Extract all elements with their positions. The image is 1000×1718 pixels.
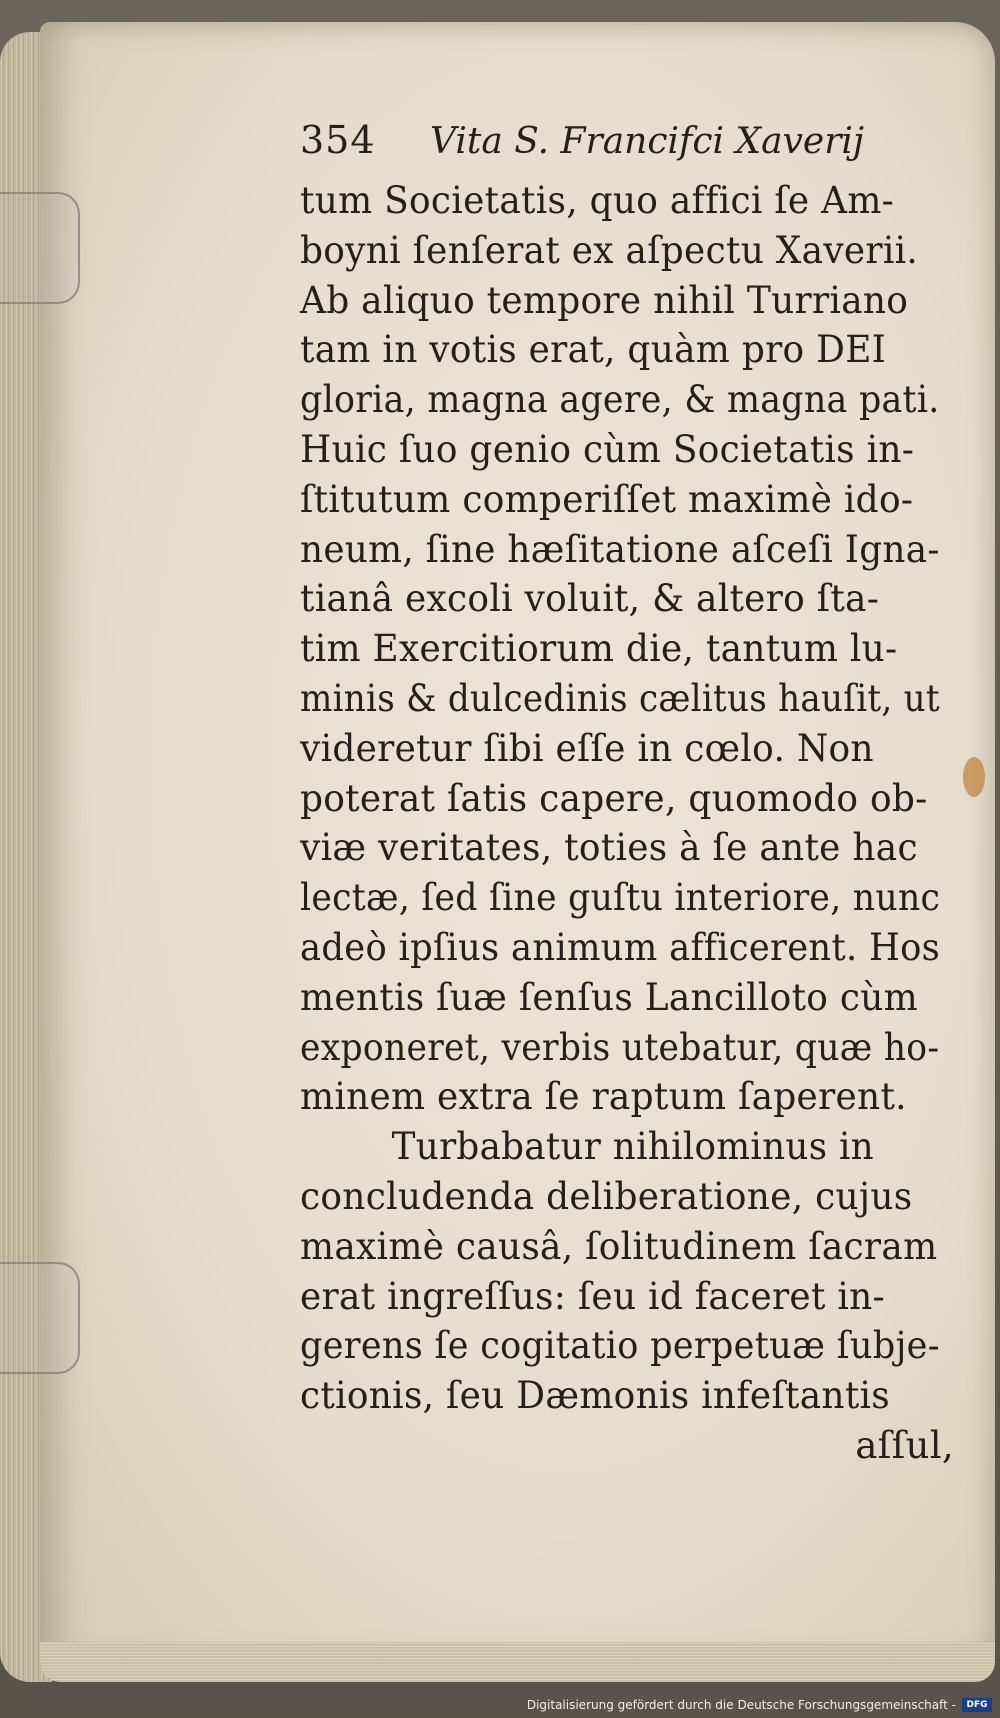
text-line: ſtitutum comperiſſet maximè ido- bbox=[300, 477, 914, 521]
text-line: tianâ excoli voluit, & altero ſta- bbox=[300, 577, 880, 621]
body-text bbox=[300, 176, 960, 1421]
text-line: tam in votis erat, quàm pro DEI bbox=[300, 328, 887, 372]
text-line: gerens ſe cogitatio perpetuæ ſubje- bbox=[300, 1324, 940, 1368]
text-line: erat ingreſſus: ſeu id faceret in- bbox=[300, 1274, 885, 1318]
page-clip-bottom bbox=[0, 1262, 80, 1374]
text-line: minis & dulcedinis cælitus hauſit, ut bbox=[300, 676, 940, 720]
stain bbox=[963, 757, 985, 797]
text-line: viæ veritates, toties à ſe ante hac bbox=[300, 826, 918, 870]
text-line: tum Societatis, quo affici ſe Am- bbox=[300, 179, 895, 222]
catchword: aſſul, bbox=[855, 1423, 954, 1467]
dfg-logo: DFG bbox=[962, 1698, 992, 1712]
text-line: ctionis, ſeu Dæmonis infeſtantis bbox=[300, 1374, 891, 1418]
text-line: neum, ſine hæſitatione aſceſi Igna- bbox=[300, 527, 940, 571]
text-line: poterat ſatis capere, quomodo ob- bbox=[300, 776, 928, 820]
text-line: Huic ſuo genio cùm Societatis in- bbox=[300, 427, 915, 471]
page-number: 354 bbox=[300, 118, 376, 162]
footer-text: Digitalisierung gefördert durch die Deutsche Forschungsgemeinschaft - bbox=[526, 1698, 956, 1712]
page-clip-top bbox=[0, 192, 80, 304]
text-block bbox=[300, 118, 960, 1471]
text-line: Turbabatur nihilominus in bbox=[391, 1125, 874, 1169]
running-title: Vita S. Francifci Xaverij bbox=[430, 121, 865, 162]
digitization-footer bbox=[527, 1696, 992, 1714]
text-line: exponeret, verbis utebatur, quæ ho- bbox=[300, 1025, 940, 1069]
text-line: maximè causâ, ſolitudinem ſacram bbox=[300, 1224, 938, 1268]
text-line: concludenda deliberatione, cujus bbox=[300, 1174, 913, 1218]
text-line: gloria, magna agere, & magna pati. bbox=[300, 378, 940, 422]
text-line: adeò ipſius animum afficerent. Hos bbox=[300, 925, 941, 969]
running-head bbox=[300, 118, 960, 176]
text-line: mentis ſuæ ſenſus Lancilloto cùm bbox=[300, 975, 919, 1019]
text-line: tim Exercitiorum die, tantum lu- bbox=[300, 627, 898, 671]
text-line: lectæ, ſed ſine guſtu interiore, nunc bbox=[300, 876, 941, 920]
page-bottom-edge bbox=[40, 1642, 995, 1682]
text-line: minem extra ſe raptum ſaperent. bbox=[300, 1075, 907, 1119]
text-line: Ab aliquo tempore nihil Turriano bbox=[300, 278, 909, 322]
text-line: videretur ſibi eſſe in cœlo. Non bbox=[300, 726, 874, 770]
text-line: boyni ſenſerat ex aſpectu Xaverii. bbox=[300, 228, 919, 272]
